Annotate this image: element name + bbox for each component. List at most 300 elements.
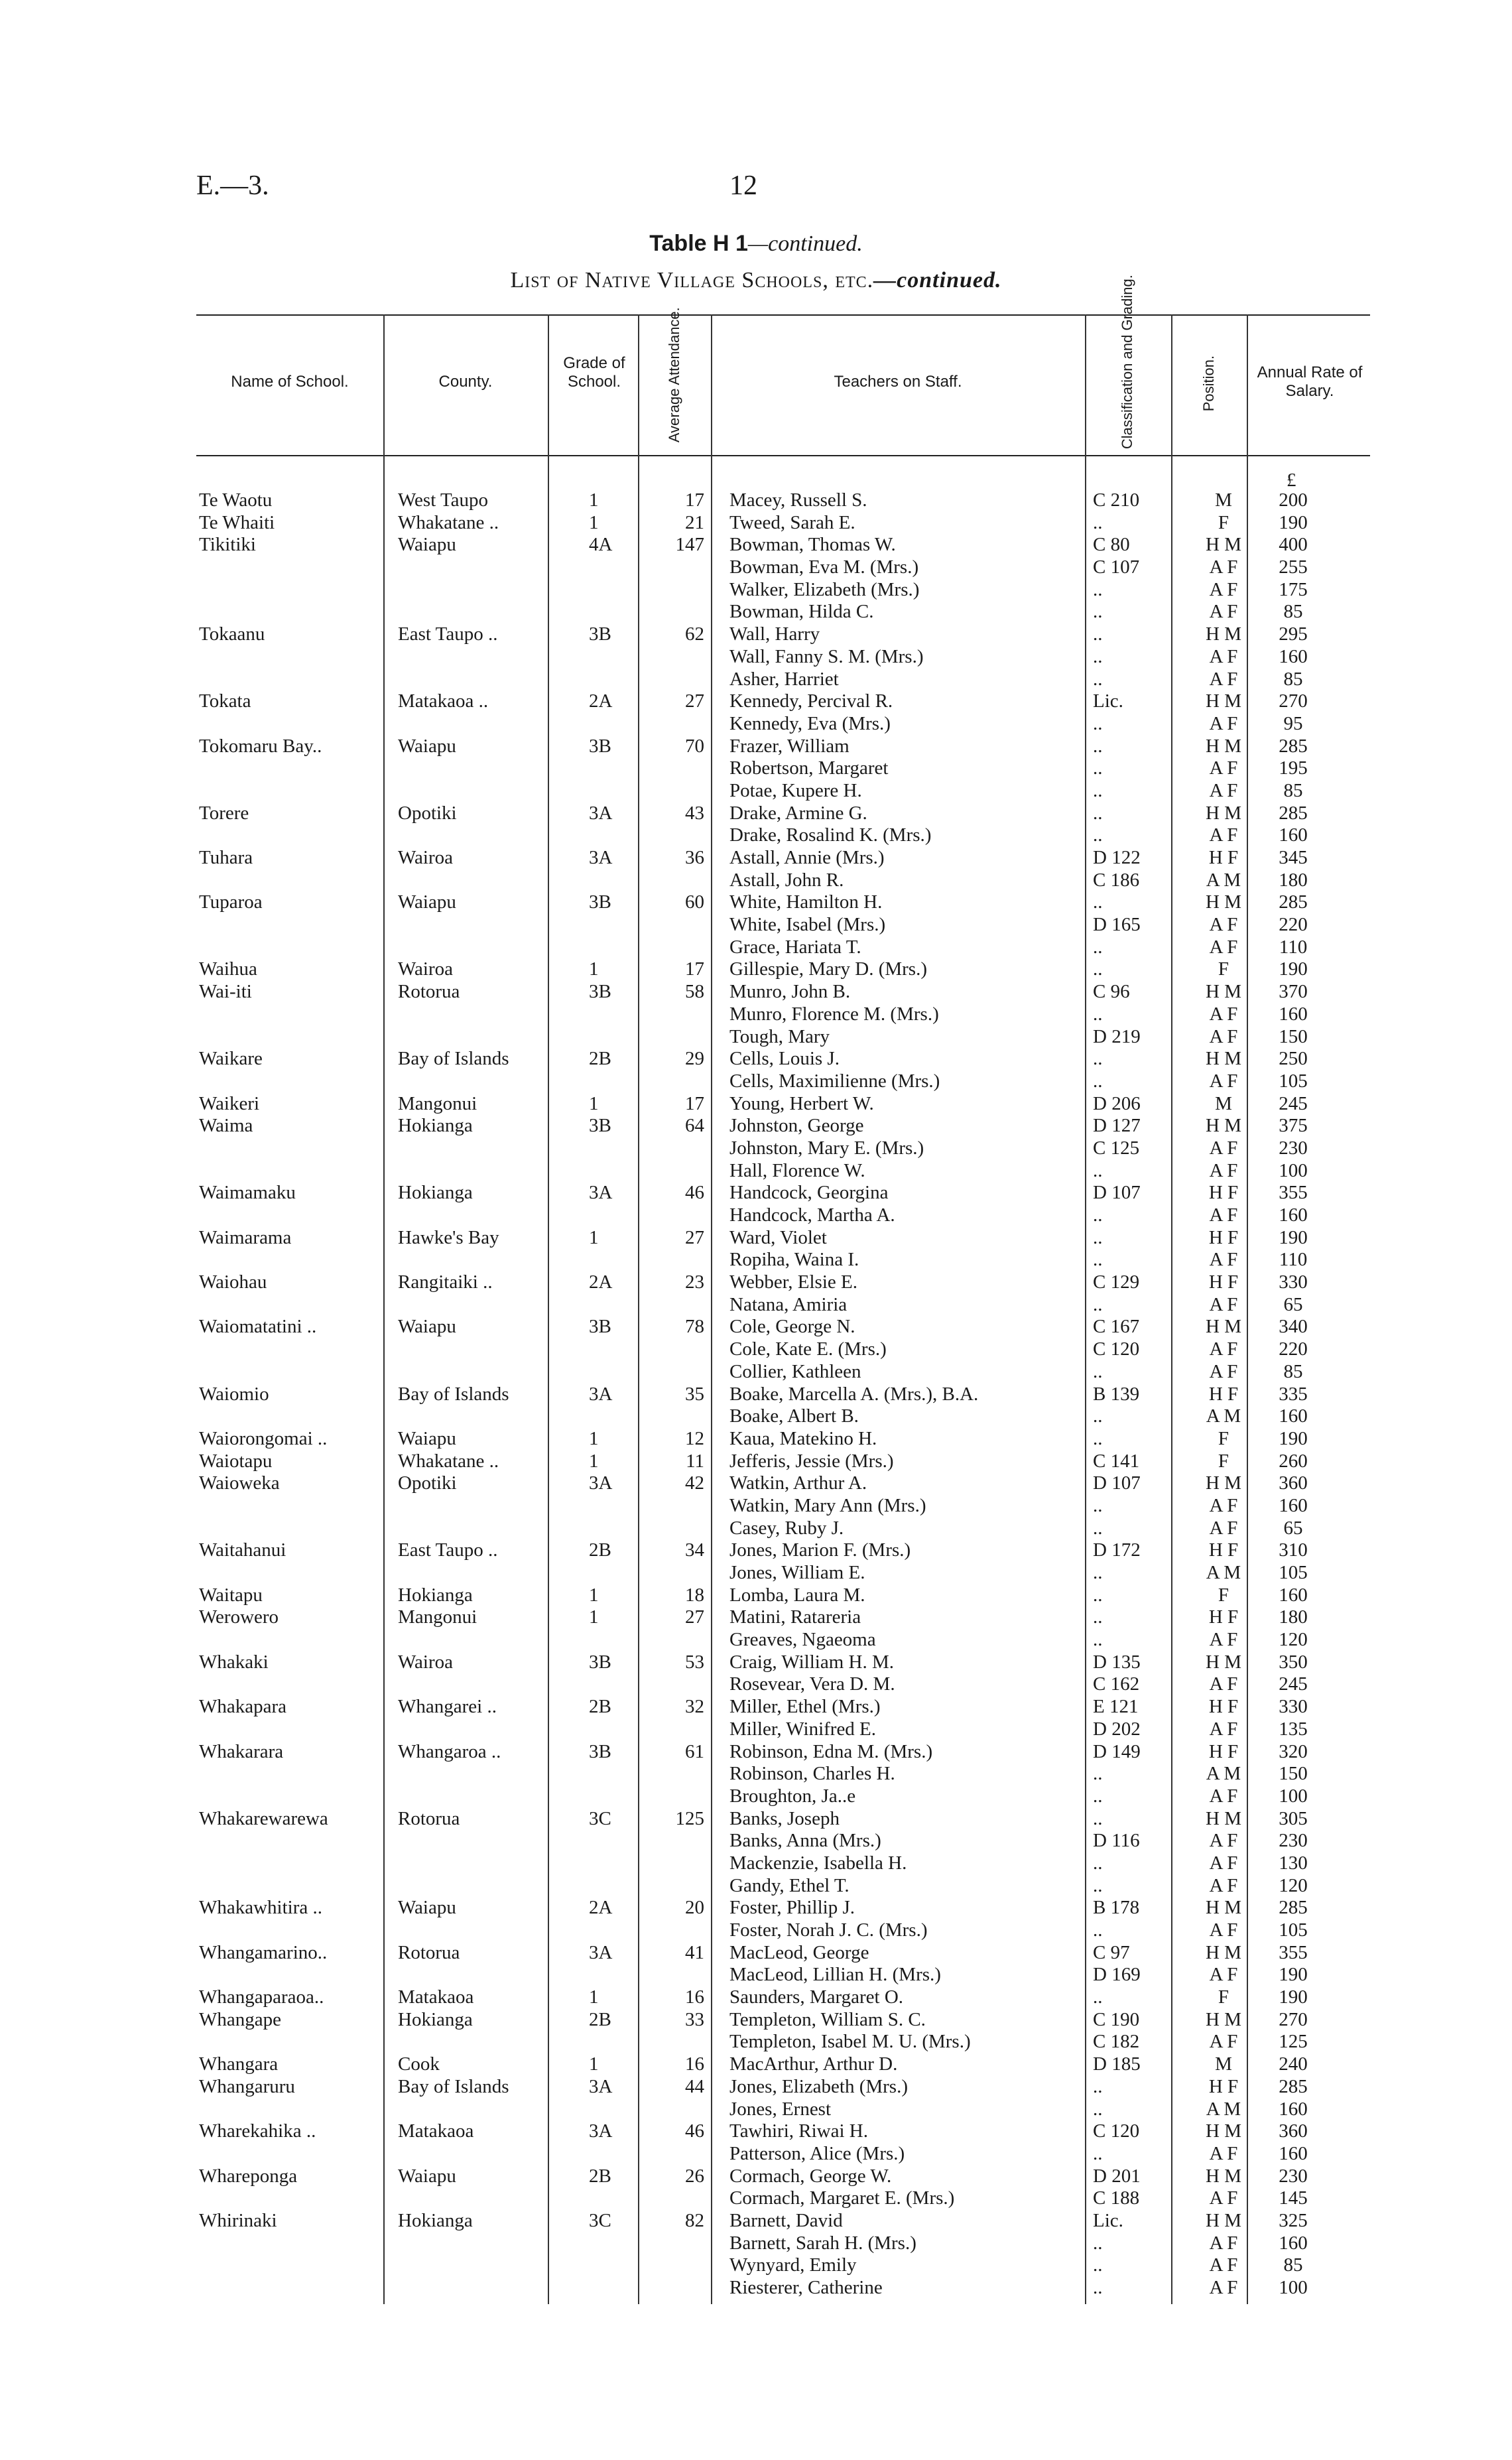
attendance: 44 — [685, 2075, 704, 2097]
position: H M — [1206, 1472, 1241, 1494]
teacher-name: Gillespie, Mary D. (Mrs.) — [729, 958, 928, 980]
county: Hokianga — [398, 1115, 473, 1137]
table-row — [0, 824, 1512, 847]
table-row — [0, 623, 1512, 646]
teacher-name: Boake, Marcella A. (Mrs.), B.A. — [729, 1383, 979, 1405]
table-row — [0, 1003, 1512, 1026]
salary: 190 — [1279, 511, 1308, 533]
classification: .. — [1093, 1562, 1103, 1583]
salary: 260 — [1279, 1450, 1308, 1472]
position: H F — [1208, 2075, 1239, 2097]
classification: .. — [1093, 645, 1103, 667]
header-attendance: Average Attendance. — [665, 307, 682, 443]
salary: 85 — [1283, 1360, 1303, 1382]
school-name: Whangaparaoa.. — [199, 1986, 324, 2008]
teacher-name: Watkin, Mary Ann (Mrs.) — [729, 1494, 926, 1516]
table-row — [0, 1115, 1512, 1137]
table-row — [0, 1919, 1512, 1942]
table-subtitle — [0, 268, 1512, 293]
county: East Taupo .. — [398, 1539, 498, 1561]
county: Hokianga — [398, 1182, 473, 1204]
classification: D 127 — [1093, 1115, 1141, 1137]
position: H F — [1208, 847, 1239, 868]
table-row — [0, 601, 1512, 623]
classification: .. — [1093, 668, 1103, 690]
school-name: Waitapu — [199, 1584, 263, 1606]
classification: .. — [1093, 1763, 1103, 1785]
classification: .. — [1093, 1204, 1103, 1226]
school-name: Whangaruru — [199, 2075, 295, 2097]
teacher-name: Kaua, Matekino H. — [729, 1427, 877, 1449]
school-name: Waiomatatini .. — [199, 1316, 317, 1338]
attendance: 64 — [685, 1115, 704, 1137]
header-top-rule — [196, 314, 1370, 316]
classification: .. — [1093, 1606, 1103, 1628]
classification: .. — [1093, 2075, 1103, 2097]
position: A F — [1209, 1025, 1238, 1047]
table-row — [0, 958, 1512, 981]
position: F — [1218, 1986, 1229, 2008]
grade: 2B — [589, 1048, 611, 1070]
position: H M — [1206, 690, 1241, 712]
county: Hokianga — [398, 2209, 473, 2231]
attendance: 61 — [685, 1740, 704, 1762]
school-name: Tokaanu — [199, 623, 265, 645]
table-row — [0, 1964, 1512, 1986]
school-name: Waikare — [199, 1048, 263, 1070]
attendance: 23 — [685, 1271, 704, 1293]
teacher-name: Wynyard, Emily — [729, 2254, 857, 2276]
header-county: County. — [438, 373, 493, 391]
position: A F — [1209, 779, 1238, 801]
header-school-name: Name of School. — [231, 373, 349, 391]
classification: .. — [1093, 623, 1103, 645]
attendance: 35 — [685, 1383, 704, 1405]
classification: D 107 — [1093, 1182, 1141, 1204]
salary: 160 — [1279, 1003, 1308, 1025]
position: H M — [1206, 891, 1241, 913]
county: Waiapu — [398, 1427, 456, 1449]
county: Waiapu — [398, 2165, 456, 2187]
header-grade: Grade of School. — [563, 354, 625, 391]
salary: 295 — [1279, 623, 1308, 645]
school-name: Whangamarino.. — [199, 1941, 328, 1963]
salary: 160 — [1279, 824, 1308, 846]
salary: 285 — [1279, 891, 1308, 913]
teacher-name: Robertson, Margaret — [729, 757, 889, 779]
position: A F — [1209, 1852, 1238, 1874]
grade: 3B — [589, 1651, 611, 1673]
teacher-name: Frazer, William — [729, 735, 850, 757]
classification: C 125 — [1093, 1137, 1140, 1159]
teacher-name: Munro, Florence M. (Mrs.) — [729, 1003, 939, 1025]
position: M — [1215, 2053, 1232, 2075]
classification: .. — [1093, 779, 1103, 801]
table-row — [0, 2277, 1512, 2299]
attendance: 43 — [685, 802, 704, 824]
teacher-name: Wall, Fanny S. M. (Mrs.) — [729, 645, 924, 667]
teacher-name: MacArthur, Arthur D. — [729, 2053, 898, 2075]
table-row — [0, 1361, 1512, 1384]
attendance: 11 — [686, 1450, 704, 1472]
classification: .. — [1093, 2142, 1103, 2164]
attendance: 34 — [685, 1539, 704, 1561]
salary: 160 — [1279, 1584, 1308, 1606]
county: Hawke's Bay — [398, 1226, 499, 1248]
salary: 160 — [1279, 2098, 1308, 2120]
county: Waiapu — [398, 1316, 456, 1338]
table-row — [0, 2053, 1512, 2076]
teacher-name: Kennedy, Eva (Mrs.) — [729, 712, 891, 734]
teacher-name: Wall, Harry — [729, 623, 820, 645]
classification: D 169 — [1093, 1964, 1141, 1986]
salary: 145 — [1279, 2187, 1308, 2209]
school-name: Waiotapu — [199, 1450, 273, 1472]
county: Matakaoa — [398, 2120, 474, 2142]
teacher-name: Jones, William E. — [729, 1562, 865, 1583]
classification: .. — [1093, 712, 1103, 734]
table-row — [0, 1562, 1512, 1585]
table-row — [0, 2076, 1512, 2099]
teacher-name: Bowman, Thomas W. — [729, 534, 896, 556]
classification: .. — [1093, 511, 1103, 533]
position: A F — [1209, 2254, 1238, 2276]
position: A F — [1209, 556, 1238, 578]
grade: 3C — [589, 2209, 611, 2231]
attendance: 78 — [685, 1316, 704, 1338]
salary: 190 — [1279, 1986, 1308, 2008]
school-name: Waiomio — [199, 1383, 269, 1405]
table-row — [0, 1472, 1512, 1495]
classification: .. — [1093, 1986, 1103, 2008]
county: Wairoa — [398, 847, 454, 868]
table-row — [0, 1942, 1512, 1965]
teacher-name: Tweed, Sarah E. — [729, 511, 855, 533]
table-row — [0, 1585, 1512, 1607]
classification: .. — [1093, 1874, 1103, 1896]
county: Mangonui — [398, 1606, 477, 1628]
teacher-name: Cormach, Margaret E. (Mrs.) — [729, 2187, 955, 2209]
table-row — [0, 1428, 1512, 1451]
school-name: Waioweka — [199, 1472, 280, 1494]
position: H M — [1206, 2120, 1241, 2142]
teacher-name: Greaves, Ngaeoma — [729, 1629, 876, 1651]
attendance: 42 — [685, 1472, 704, 1494]
teacher-name: Jones, Marion F. (Mrs.) — [729, 1539, 911, 1561]
teacher-name: Boake, Albert B. — [729, 1405, 859, 1427]
teacher-name: Mackenzie, Isabella H. — [729, 1852, 907, 1874]
salary: 285 — [1279, 735, 1308, 757]
attendance: 41 — [685, 1941, 704, 1963]
classification: D 122 — [1093, 847, 1141, 868]
page-number: 12 — [729, 170, 757, 201]
classification: B 139 — [1093, 1383, 1140, 1405]
table-row — [0, 579, 1512, 602]
teacher-name: Barnett, Sarah H. (Mrs.) — [729, 2232, 916, 2254]
position: A F — [1209, 1517, 1238, 1539]
attendance: 70 — [685, 735, 704, 757]
header-classification: Classification and Grading. — [1118, 275, 1135, 450]
salary: 285 — [1279, 2075, 1308, 2097]
teacher-name: Miller, Ethel (Mrs.) — [729, 1696, 881, 1718]
salary: 230 — [1279, 1137, 1308, 1159]
classification: Lic. — [1093, 2209, 1123, 2231]
currency-symbol: £ — [1287, 470, 1296, 491]
table-row — [0, 512, 1512, 535]
grade: 1 — [589, 1986, 599, 2008]
table-row — [0, 1897, 1512, 1919]
teacher-name: Ropiha, Waina I. — [729, 1249, 859, 1271]
position: H M — [1206, 1897, 1241, 1919]
teacher-name: Robinson, Edna M. (Mrs.) — [729, 1740, 933, 1762]
teacher-name: Templeton, William S. C. — [729, 2008, 926, 2030]
attendance: 26 — [685, 2165, 704, 2187]
attendance: 21 — [685, 511, 704, 533]
salary: 150 — [1279, 1763, 1308, 1785]
teacher-name: Collier, Kathleen — [729, 1360, 861, 1382]
salary: 345 — [1279, 847, 1308, 868]
attendance: 53 — [685, 1651, 704, 1673]
salary: 180 — [1279, 1606, 1308, 1628]
position: A F — [1209, 601, 1238, 623]
table-row — [0, 669, 1512, 691]
teacher-name: Astall, John R. — [729, 869, 844, 891]
salary: 100 — [1279, 2277, 1308, 2298]
salary: 350 — [1279, 1651, 1308, 1673]
position: H M — [1206, 735, 1241, 757]
position: H M — [1206, 1115, 1241, 1137]
teacher-name: Craig, William H. M. — [729, 1651, 895, 1673]
position: A F — [1209, 1204, 1238, 1226]
classification: .. — [1093, 1919, 1103, 1941]
county: Bay of Islands — [398, 2075, 509, 2097]
position: A M — [1206, 1763, 1241, 1785]
teacher-name: Tawhiri, Riwai H. — [729, 2120, 868, 2142]
position: A F — [1209, 578, 1238, 600]
salary: 105 — [1279, 1070, 1308, 1092]
table-row — [0, 981, 1512, 1003]
classification: .. — [1093, 1852, 1103, 1874]
school-name: Wharekahika .. — [199, 2120, 316, 2142]
teacher-name: Barnett, David — [729, 2209, 843, 2231]
teacher-name: Johnston, Mary E. (Mrs.) — [729, 1137, 924, 1159]
county: Whakatane .. — [398, 511, 499, 533]
classification: D 219 — [1093, 1025, 1141, 1047]
teacher-name: Rosevear, Vera D. M. — [729, 1673, 895, 1695]
salary: 190 — [1279, 958, 1308, 980]
teacher-name: Cole, George N. — [729, 1316, 855, 1338]
classification: C 167 — [1093, 1316, 1140, 1338]
grade: 3B — [589, 891, 611, 913]
table-row — [0, 803, 1512, 825]
position: A F — [1209, 2232, 1238, 2254]
classification: .. — [1093, 2254, 1103, 2276]
table-row — [0, 1093, 1512, 1116]
classification: .. — [1093, 1159, 1103, 1181]
salary: 65 — [1283, 1517, 1303, 1539]
classification: .. — [1093, 1807, 1103, 1829]
teacher-name: Foster, Norah J. C. (Mrs.) — [729, 1919, 928, 1941]
position: A F — [1209, 1964, 1238, 1986]
county: East Taupo .. — [398, 623, 498, 645]
grade: 2B — [589, 2008, 611, 2030]
salary: 285 — [1279, 802, 1308, 824]
classification: C 129 — [1093, 1271, 1140, 1293]
classification: C 120 — [1093, 1338, 1140, 1360]
position: A F — [1209, 1785, 1238, 1807]
position: A F — [1209, 914, 1238, 936]
position: H F — [1208, 1740, 1239, 1762]
school-name: Waimarama — [199, 1226, 292, 1248]
classification: D 185 — [1093, 2053, 1141, 2075]
school-name: Tokata — [199, 690, 251, 712]
teacher-name: Grace, Hariata T. — [729, 936, 861, 958]
classification: C 97 — [1093, 1941, 1130, 1963]
salary: 85 — [1283, 668, 1303, 690]
position: F — [1218, 1450, 1229, 1472]
county: Waiapu — [398, 534, 456, 556]
grade: 3B — [589, 623, 611, 645]
school-name: Waihua — [199, 958, 257, 980]
table-row — [0, 1606, 1512, 1629]
salary: 130 — [1279, 1852, 1308, 1874]
teacher-name: Templeton, Isabel M. U. (Mrs.) — [729, 2031, 971, 2053]
position: A F — [1209, 2187, 1238, 2209]
attendance: 58 — [685, 981, 704, 1003]
classification: D 116 — [1093, 1830, 1140, 1852]
grade: 1 — [589, 1427, 599, 1449]
salary: 190 — [1279, 1964, 1308, 1986]
attendance: 147 — [675, 534, 704, 556]
school-table-body — [0, 489, 1512, 2299]
classification: .. — [1093, 891, 1103, 913]
attendance: 17 — [685, 958, 704, 980]
table-row — [0, 1875, 1512, 1898]
school-name: Whakarewarewa — [199, 1807, 328, 1829]
position: H F — [1208, 1539, 1239, 1561]
grade: 3B — [589, 981, 611, 1003]
classification: .. — [1093, 1785, 1103, 1807]
position: A F — [1209, 1159, 1238, 1181]
classification: .. — [1093, 936, 1103, 958]
grade: 2B — [589, 1539, 611, 1561]
classification: D 201 — [1093, 2165, 1141, 2187]
classification: C 162 — [1093, 1673, 1140, 1695]
table-row — [0, 1204, 1512, 1227]
teacher-name: Cole, Kate E. (Mrs.) — [729, 1338, 887, 1360]
position: A F — [1209, 2142, 1238, 2164]
grade: 1 — [589, 1226, 599, 1248]
school-name: Whangara — [199, 2053, 279, 2075]
grade: 4A — [589, 534, 613, 556]
classification: D 135 — [1093, 1651, 1141, 1673]
table-row — [0, 1294, 1512, 1317]
salary: 175 — [1279, 578, 1308, 600]
salary: 240 — [1279, 2053, 1308, 2075]
teacher-name: Cells, Maximilienne (Mrs.) — [729, 1070, 940, 1092]
position: M — [1215, 489, 1232, 511]
classification: .. — [1093, 1226, 1103, 1248]
salary: 85 — [1283, 601, 1303, 623]
position: A F — [1209, 2031, 1238, 2053]
county: Waiapu — [398, 735, 456, 757]
classification: B 178 — [1093, 1897, 1140, 1919]
position: A F — [1209, 1249, 1238, 1271]
salary: 245 — [1279, 1092, 1308, 1114]
classification: .. — [1093, 1070, 1103, 1092]
attendance: 46 — [685, 2120, 704, 2142]
teacher-name: Jefferis, Jessie (Mrs.) — [729, 1450, 894, 1472]
table-title-main: Table H 1 — [649, 231, 748, 256]
salary: 220 — [1279, 914, 1308, 936]
grade: 3A — [589, 847, 613, 868]
classification: .. — [1093, 802, 1103, 824]
teacher-name: Bowman, Eva M. (Mrs.) — [729, 556, 919, 578]
salary: 310 — [1279, 1539, 1308, 1561]
county: Opotiki — [398, 1472, 457, 1494]
table-row — [0, 1673, 1512, 1696]
county: Whakatane .. — [398, 1450, 499, 1472]
school-name: Whangape — [199, 2008, 281, 2030]
attendance: 18 — [685, 1584, 704, 1606]
school-name: Te Waotu — [199, 489, 273, 511]
table-row — [0, 1986, 1512, 2009]
teacher-name: Kennedy, Percival R. — [729, 690, 893, 712]
salary: 330 — [1279, 1271, 1308, 1293]
table-row — [0, 2254, 1512, 2277]
position: H M — [1206, 2008, 1241, 2030]
header-salary: Annual Rate of Salary. — [1257, 363, 1363, 400]
salary: 160 — [1279, 1204, 1308, 1226]
county: Waiapu — [398, 891, 456, 913]
classification: .. — [1093, 757, 1103, 779]
teacher-name: Riesterer, Catherine — [729, 2277, 883, 2298]
table-row — [0, 2233, 1512, 2255]
attendance: 33 — [685, 2008, 704, 2030]
salary: 355 — [1279, 1182, 1308, 1204]
position: A F — [1209, 824, 1238, 846]
grade: 1 — [589, 511, 599, 533]
position: H M — [1206, 1048, 1241, 1070]
salary: 255 — [1279, 556, 1308, 578]
teacher-name: Webber, Elsie E. — [729, 1271, 857, 1293]
table-row — [0, 690, 1512, 713]
teacher-name: Cells, Louis J. — [729, 1048, 840, 1070]
position: H F — [1208, 1182, 1239, 1204]
position: A F — [1209, 1673, 1238, 1695]
table-row — [0, 556, 1512, 579]
school-name: Whareponga — [199, 2165, 298, 2187]
teacher-name: Tough, Mary — [729, 1025, 830, 1047]
teacher-name: MacLeod, George — [729, 1941, 869, 1963]
teacher-name: Johnston, George — [729, 1115, 864, 1137]
table-row — [0, 1651, 1512, 1674]
salary: 135 — [1279, 1718, 1308, 1740]
salary: 360 — [1279, 2120, 1308, 2142]
school-name: Whakawhitira .. — [199, 1897, 323, 1919]
classification: .. — [1093, 958, 1103, 980]
teacher-name: MacLeod, Lillian H. (Mrs.) — [729, 1964, 941, 1986]
county: Matakaoa — [398, 1986, 474, 2008]
grade: 2B — [589, 2165, 611, 2187]
teacher-name: Lomba, Laura M. — [729, 1584, 865, 1606]
classification: .. — [1093, 2277, 1103, 2298]
position: A F — [1209, 645, 1238, 667]
classification: C 107 — [1093, 556, 1140, 578]
teacher-name: Jones, Elizabeth (Mrs.) — [729, 2075, 908, 2097]
county: Waiapu — [398, 1897, 456, 1919]
grade: 1 — [589, 958, 599, 980]
